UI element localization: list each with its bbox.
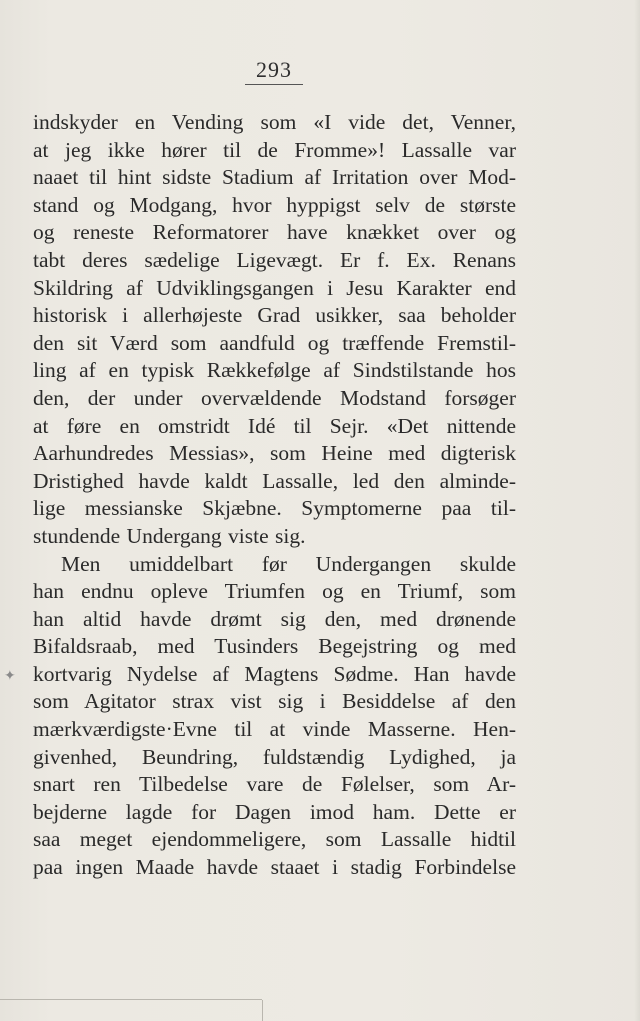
text-line: bejderne lagde for Dagen imod ham. Dette er [33, 799, 516, 824]
text-line: Aarhundredes Messias», som Heine med digterisk [33, 441, 516, 466]
text-line: stand og Modgang, hvor hyppigst selv de største [33, 192, 516, 217]
text-line: Men umiddelbart før Undergangen skulde [61, 551, 516, 576]
body-text [33, 109, 516, 882]
text-line: mærkværdigste·Evne til at vinde Masserne. Hen- [33, 717, 516, 742]
text-line: tabt deres sædelige Ligevægt. Er f. Ex. Renans [33, 247, 516, 272]
text-line: givenhed, Beundring, fuldstændig Lydighed, ja [33, 744, 516, 769]
text-line: historisk i allerhøjeste Grad usikker, saa beholder [33, 303, 516, 328]
text-line: at jeg ikke hører til de Fromme»! Lassalle var [33, 137, 516, 162]
text-line: han endnu opleve Triumfen og en Triumf, som [33, 579, 516, 604]
text-line: som Agitator strax vist sig i Besiddelse af den [33, 689, 516, 714]
text-line: kortvarig Nydelse af Magtens Sødme. Han havde [33, 661, 516, 686]
text-line: og reneste Reformatorer have knækket over og [33, 220, 516, 245]
text-line: Dristighed havde kaldt Lassalle, led den alminde- [33, 468, 516, 493]
text-line: Skildring af Udviklingsgangen i Jesu Karakter end [33, 275, 516, 300]
page-number: 293 [245, 56, 303, 85]
text-line: ling af en typisk Rækkefølge af Sindstilstande hos [33, 358, 516, 383]
text-line: indskyder en Vending som «I vide det, Venner, [33, 110, 516, 134]
text-line: han altid havde drømt sig den, med drønende [33, 606, 516, 631]
paragraph-1 [33, 109, 516, 551]
page-edge-shadow [634, 0, 640, 1021]
bottom-rule [0, 999, 262, 1000]
text-line: den, der under overvældende Modstand forsøger [33, 385, 516, 410]
text-line: saa meget ejendommeligere, som Lassalle hidtil [33, 827, 516, 852]
text-line: den sit Værd som aandfuld og træffende Fremstil- [33, 330, 516, 355]
text-line: lige messianske Skjæbne. Symptomerne paa til- [33, 496, 516, 521]
text-line: stundende Undergang viste sig. [33, 523, 306, 548]
bottom-tick [262, 1000, 263, 1021]
text-line: paa ingen Maade havde staaet i stadig Forbindelse [33, 855, 516, 880]
text-line: snart ren Tilbedelse vare de Følelser, som Ar- [33, 772, 516, 797]
text-line: Bifaldsraab, med Tusinders Begejstring og med [33, 634, 516, 659]
text-line: naaet til hint sidste Stadium af Irritation over Mod- [33, 165, 516, 190]
margin-mark: ✦ [4, 669, 16, 684]
text-line: at føre en omstridt Idé til Sejr. «Det nittende [33, 413, 516, 438]
paragraph-2 [33, 551, 516, 882]
